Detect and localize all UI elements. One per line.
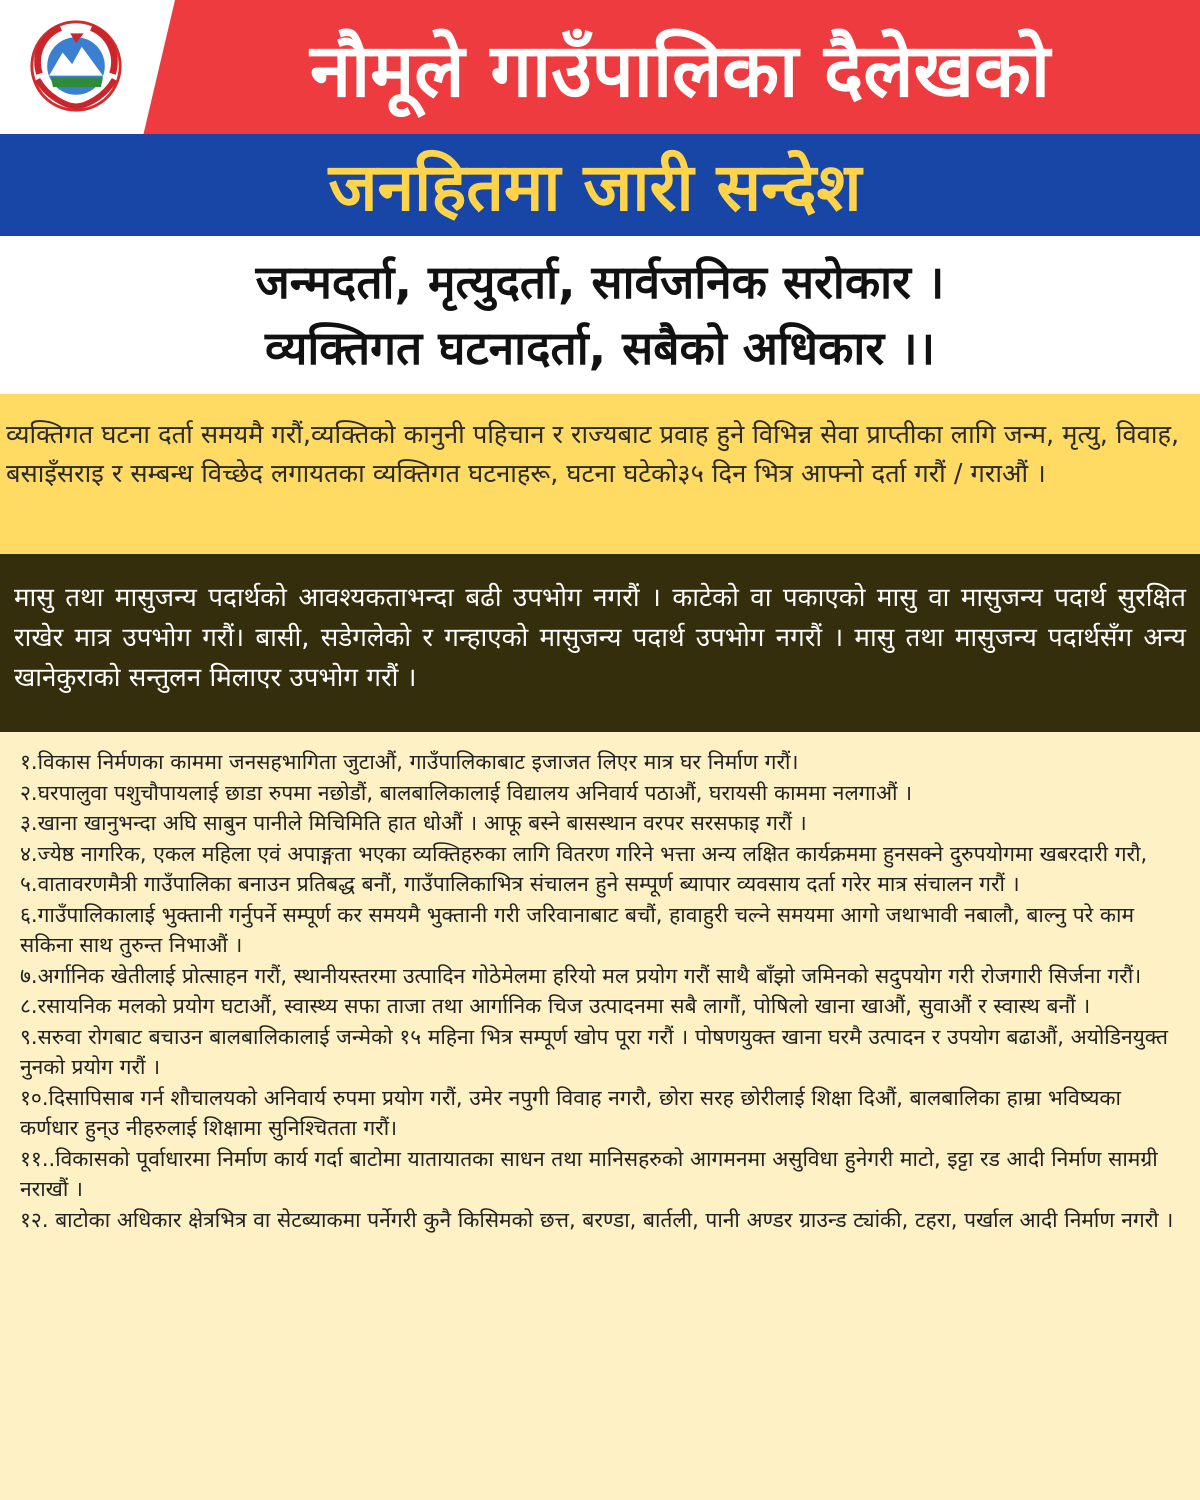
list-item: ५.वातावरणमैत्री गाउँपालिका बनाउन प्रतिबद्ध बनौं, गाउँपालिकाभित्र संचालन हुने सम्पूर्ण ब्यापार व्यवसाय दर्ता गरेर मात्र संचालन गरौं । — [20, 872, 1020, 896]
subtitle-banner — [0, 134, 1200, 236]
list-item: ४.ज्येष्ठ नागरिक, एकल महिला एवं अपाङ्गता भएका व्यक्तिहरुका लागि वितरण गरिने भत्ता अन्य लक्षित कार्यक्रममा हुनसक्ने दुरुपयोगमा खबरदारी गरौ, — [20, 841, 1148, 866]
nepal-government-emblem-icon — [28, 16, 124, 116]
registration-notice: व्यक्तिगत घटना दर्ता समयमै गरौं,व्यक्तिको कानुनी पहिचान र राज्यबाट प्रवाह हुने विभिन्न सेवा प्राप्तीका लागि जन्म, मृत्यु, विवाह, बसाइँसराइ र सम्बन्ध विच्छेद लगायतका व्यक्तिगत घटनाहरू, घटना घटेको३५ दिन भित्र आफ्नो दर्ता गरौं / गराऔं । — [0, 394, 1200, 554]
notice-list — [0, 732, 1200, 1500]
list-item: १२. बाटोका अधिकार क्षेत्रभित्र वा सेटब्याकमा पर्नेगरी कुनै किसिमको छत्त, बरण्डा, बार्तली, पानी अण्डर ग्राउन्ड ट्यांकी, टहरा, पर्खाल आदी निर्माण नगरौ । — [20, 1207, 1174, 1232]
list-item: २.घरपालुवा पशुचौपायलाई छाडा रुपमा नछोडौं, बालबालिकालाई विद्यालय अनिवार्य पठाऔं, घरायसी काममा नलगाऔं । — [20, 780, 913, 805]
meat-notice: मासु तथा मासुजन्य पदार्थको आवश्यकताभन्दा बढी उपभोग नगरौं । काटेको वा पकाएको मासु वा मासुजन्य पदार्थ सुरक्षित राखेर मात्र उपभोग गरौं। बासी, सडेगलेको र गन्हाएको मासुजन्य पदार्थ उपभोग नगरौं । मासु तथा मासुजन्य पदार्थसँग अन्य खानेकुराको सन्तुलन मिलाएर उपभोग गरौं । — [0, 554, 1200, 732]
page-subtitle: जनहितमा जारी सन्देश — [328, 149, 862, 226]
list-item: ३.खाना खानुभन्दा अघि साबुन पानीले मिचिमिति हात धोऔं । आफू बस्ने बासस्थान वरपर सरसफाइ गरौं । — [20, 811, 807, 835]
slogan-line-1: जन्मदर्ता, मृत्युदर्ता, सार्वजनिक सरोकार । — [255, 255, 945, 309]
slogan-band — [0, 236, 1200, 394]
page-title: नौमूले गाउँपालिका दैलेखको — [309, 27, 1051, 114]
list-item: १०.दिसापिसाब गर्न शौचालयको अनिवार्य रुपमा प्रयोग गरौं, उमेर नपुगी विवाह नगरौ, छोरा सरह छोरीलाई शिक्षा दिऔं, बालबालिका हाम्रा भविष्यका कर्णधार हुन्उ नीहरुलाई शिक्षामा सुनिश्चितता गरौं। — [20, 1085, 1121, 1140]
list-item: ७.अर्गानिक खेतीलाई प्रोत्साहन गरौं, स्थानीयस्तरमा उत्पादिन गोठेमेलमा हरियो मल प्रयोग गरौं साथै बाँझो जमिनको सदुपयोग गरी रोजगारी सिर्जना गरौं। — [20, 963, 1142, 988]
slogan-line-2: व्यक्तिगत घटनादर्ता, सबैको अधिकार ।। — [264, 321, 936, 375]
list-item: ९.सरुवा रोगबाट बचाउन बालबालिकालाई जन्मेको १५ महिना भित्र सम्पूर्ण खोप पूरा गरौं । पोषणयुक्त खाना घरमै उत्पादन र उपयोग बढाऔं, अयोडिनयुक्त नुनको प्रयोग गरौं । — [20, 1024, 1169, 1079]
list-item: ६.गाउँपालिकालाई भुक्तानी गर्नुपर्ने सम्पूर्ण कर समयमै भुक्तानी गरी जरिवानाबाट बचौं, हावाहुरी चल्ने समयमा आगो जथाभावी नबालौ, बाल्नु परे काम सकिना साथ तुरुन्त निभाऔं । — [20, 902, 1135, 957]
list-item: १.विकास निर्मणका काममा जनसहभागिता जुटाऔं, गाउँपालिकाबाट इजाजत लिएर मात्र घर निर्माण गरौं। — [20, 750, 799, 774]
list-item: ११..विकासको पूर्वाधारमा निर्माण कार्य गर्दा बाटोमा यातायातका साधन तथा मानिसहरुको आगमनमा असुविधा हुनेगरी माटो, इट्टा रड आदी निर्माण सामग्री नराखौं । — [20, 1146, 1158, 1201]
list-item: ८.रसायनिक मलको प्रयोग घटाऔं, स्वास्थ्य सफा ताजा तथा आर्गानिक चिज उत्पादनमा सबै लागौं, पोषिलो खाना खाऔं, सुवाऔं र स्वास्थ बनौं । — [20, 994, 1091, 1018]
